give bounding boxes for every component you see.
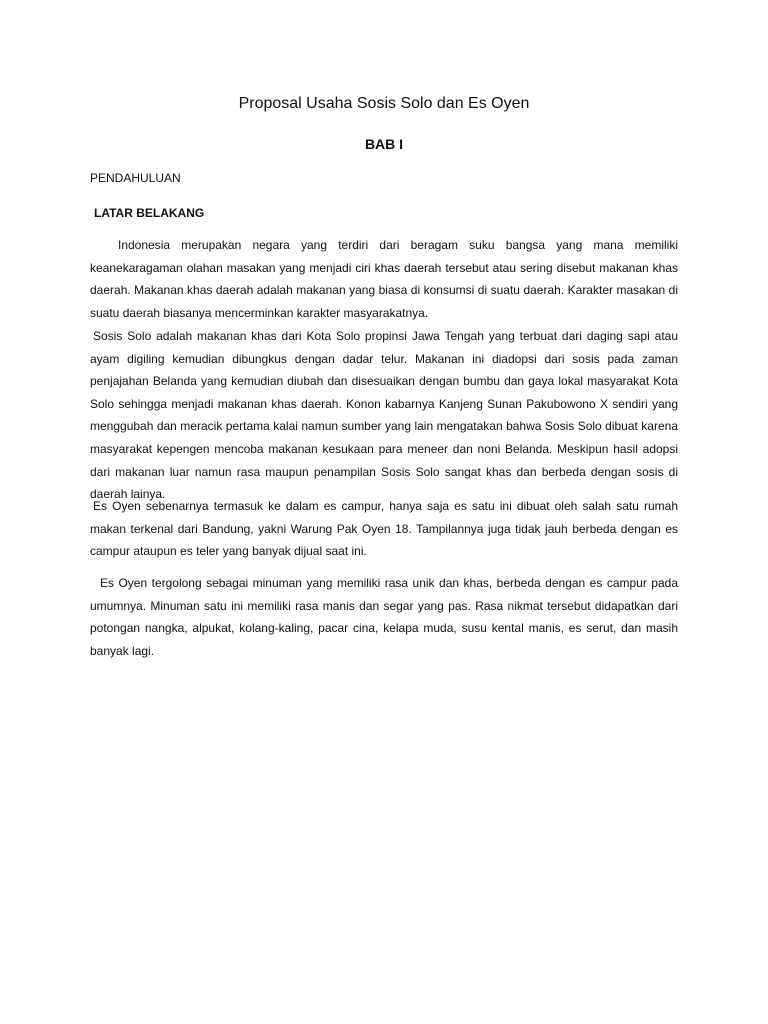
paragraph-3: Es Oyen sebenarnya termasuk ke dalam es campur, hanya saja es satu ini dibuat oleh salah satu rumah makan terkenal dari Bandung, yakni Warung Pak Oyen 18. Tampilannya juga tidak jauh berbeda dengan es campur ataupun es teler yang banyak dijual saat ini.: [90, 499, 678, 559]
paragraph-1: Indonesia merupakan negara yang terdiri dari beragam suku bangsa yang mana memiliki keanekaragaman olahan masakan yang menjadi ciri khas daerah tersebut atau sering disebut makanan khas daerah. Makanan khas daerah adalah makanan yang biasa di konsumsi di suatu daerah. Karakter masakan di suatu daerah biasanya mencerminkan karakter masyarakatnya.: [90, 238, 678, 320]
document-title: Proposal Usaha Sosis Solo dan Es Oyen: [238, 95, 530, 112]
subsection-heading: LATAR BELAKANG: [94, 206, 205, 220]
paragraph-2: Sosis Solo adalah makanan khas dari Kota Solo propinsi Jawa Tengah yang terbuat dari daging sapi atau ayam digiling kemudian dibungkus dengan dadar telur. Makanan ini diadopsi dari sosis pada zaman penjajahan Belanda yang kemudian diubah dan disesuaikan dengan bumbu dan gaya lokal masyarakat Kota Solo sehingga menjadi makanan khas daerah. Konon kabarnya Kanjeng Sunan Pakubowono X sendiri yang menggubah dan meracik pertama kalai namun sumber yang lain mengatakan bahwa Sosis Solo dibuat karena masyarakat kepengen mencoba makanan kesukaan para meneer dan noni Belanda. Meskipun hasil adopsi dari makanan luar namun rasa maupun penampilan Sosis Solo sangat khas dan berbeda dengan sosis di daerah lainya.: [90, 329, 678, 502]
paragraph-4: Es Oyen tergolong sebagai minuman yang memiliki rasa unik dan khas, berbeda dengan es campur pada umumnya. Minuman satu ini memiliki rasa manis dan segar yang pas. Rasa nikmat tersebut didapatkan dari potongan nangka, alpukat, kolang-kaling, pacar cina, kelapa muda, susu kental manis, es serut, dan masih banyak lagi.: [90, 576, 678, 658]
chapter-heading: BAB I: [364, 136, 404, 152]
section-heading: PENDAHULUAN: [90, 171, 181, 185]
